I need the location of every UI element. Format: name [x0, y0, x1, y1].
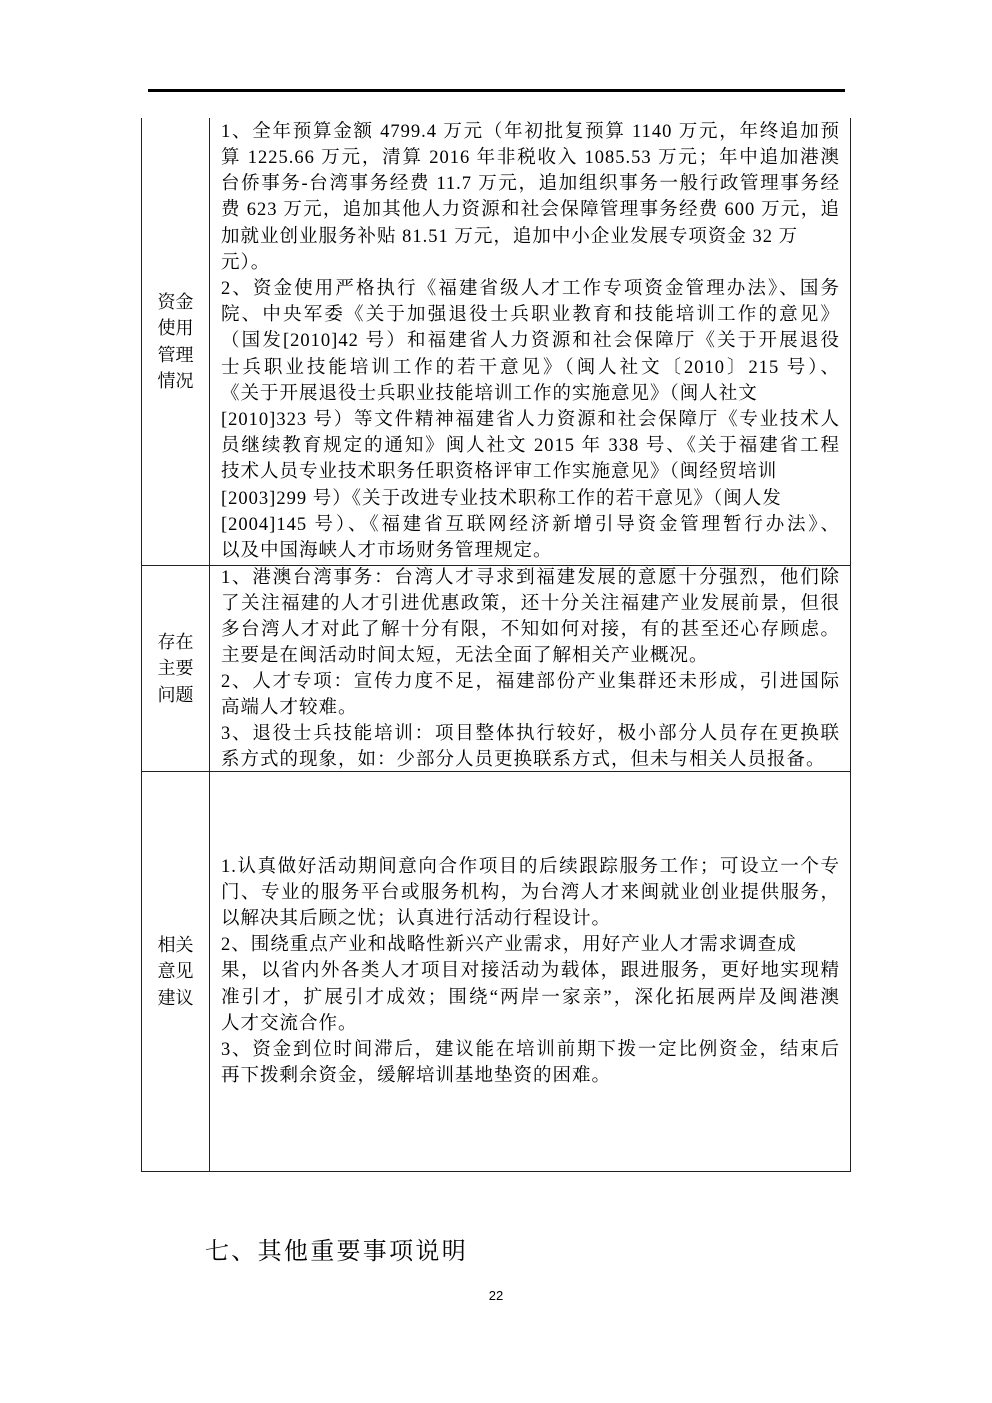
text-line: 2、围绕重点产业和战略性新兴产业需求，用好产业人才需求调查成: [221, 935, 797, 956]
row-label-line: 情况: [157, 370, 194, 391]
row-label: [142, 772, 210, 1171]
text-line: 3、退役士兵技能培训：项目整体执行较好，极小部分人员存在更换联: [221, 723, 840, 744]
page-number: 22: [488, 1288, 504, 1303]
text-line: 技术人员专业技术职务任职资格评审工作实施意见》（闽经贸培训: [221, 462, 778, 483]
text-line: 1.认真做好活动期间意向合作项目的后续跟踪服务工作；可设立一个专: [221, 856, 840, 877]
table-row-fund-usage: [142, 118, 850, 566]
row-label-line: 建议: [157, 987, 194, 1008]
row-label: [142, 118, 210, 565]
text-line: 人才交流合作。: [221, 1013, 358, 1034]
text-line: 加就业创业服务补贴 81.51 万元，追加中小企业发展专项资金 32 万: [221, 226, 799, 247]
row-label-line: 使用: [157, 318, 194, 339]
text-line: 2、资金使用严格执行《福建省级人才工作专项资金管理办法》、国务: [221, 279, 840, 300]
row-label-line: 主要: [157, 658, 194, 679]
row-content: [210, 772, 850, 1171]
row-label-line: 问题: [157, 684, 194, 705]
text-line: 以解决其后顾之忧；认真进行活动行程设计。: [221, 909, 612, 930]
text-line: 2、人才专项：宣传力度不足，福建部份产业集群还未形成，引进国际: [221, 671, 840, 692]
text-line: 3、资金到位时间滞后，建议能在培训前期下拨一定比例资金，结束后: [221, 1039, 840, 1060]
text-line: 台侨事务-台湾事务经费 11.7 万元，追加组织事务一般行政管理事务经: [221, 174, 840, 195]
text-line: 算 1225.66 万元，清算 2016 年非税收入 1085.53 万元；年中追加港澳: [221, 148, 840, 169]
text-line: 门、专业的服务平台或服务机构，为台湾人才来闽就业创业提供服务，: [221, 882, 840, 903]
text-line: 1、全年预算金额 4799.4 万元（年初批复预算 1140 万元，年终追加预: [221, 121, 840, 142]
text-line: 费 623 万元，追加其他人力资源和社会保障管理事务经费 600 万元，追: [221, 200, 840, 221]
text-line: [2010]323 号）等文件精神福建省人力资源和社会保障厅《专业技术人: [221, 409, 840, 430]
row-content: [210, 118, 850, 565]
text-line: 系方式的现象，如：少部分人员更换联系方式，但未与相关人员报备。: [221, 749, 826, 770]
text-line: [2003]299 号）《关于改进专业技术职称工作的若干意见》（闽人发: [221, 488, 782, 509]
row-label-line: 管理: [157, 344, 194, 365]
text-line: 院、中央军委《关于加强退役士兵职业教育和技能培训工作的意见》: [221, 305, 840, 326]
row-content: [210, 566, 850, 771]
text-line: 1、港澳台湾事务：台湾人才寻求到福建发展的意愿十分强烈，他们除: [221, 567, 840, 588]
text-line: 准引才，扩展引才成效；围绕“两岸一家亲”，深化拓展两岸及闽港澳: [221, 987, 840, 1008]
section-heading: 七、其他重要事项说明: [205, 1239, 468, 1265]
header-rule: [148, 89, 845, 92]
text-line: 了关注福建的人才引进优惠政策，还十分关注福建产业发展前景，但很: [221, 593, 840, 614]
row-label-line: 相关: [157, 934, 194, 955]
table-row-main-problems: [142, 566, 850, 772]
row-label-line: 存在: [157, 631, 194, 652]
text-line: 果，以省内外各类人才项目对接活动为载体，跟进服务，更好地实现精: [221, 961, 840, 982]
text-line: （国发[2010]42 号）和福建省人力资源和社会保障厅《关于开展退役: [221, 331, 840, 352]
table-row-suggestions: [142, 772, 850, 1172]
text-line: 士兵职业技能培训工作的若干意见》（闽人社文〔2010〕215 号）、: [221, 357, 840, 378]
row-label-line: 资金: [157, 291, 194, 312]
text-line: 《关于开展退役士兵职业技能培训工作的实施意见》（闽人社文: [221, 383, 758, 404]
text-line: 再下拨剩余资金，缓解培训基地垫资的困难。: [221, 1066, 612, 1087]
text-line: 以及中国海峡人才市场财务管理规定。: [221, 540, 553, 561]
text-line: 元）。: [221, 252, 271, 273]
performance-table: [141, 118, 851, 1172]
text-line: 员继续教育规定的通知》闽人社文 2015 年 338 号、《关于福建省工程: [221, 436, 840, 457]
text-line: 多台湾人才对此了解十分有限，不知如何对接，有的甚至还心存顾虑。: [221, 619, 840, 640]
row-label-line: 意见: [157, 961, 194, 982]
row-label: [142, 566, 210, 771]
text-line: 高端人才较难。: [221, 697, 358, 718]
text-line: 主要是在闽活动时间太短，无法全面了解相关产业概况。: [221, 645, 709, 666]
text-line: [2004]145 号）、《福建省互联网经济新增引导资金管理暂行办法》、: [221, 514, 840, 535]
